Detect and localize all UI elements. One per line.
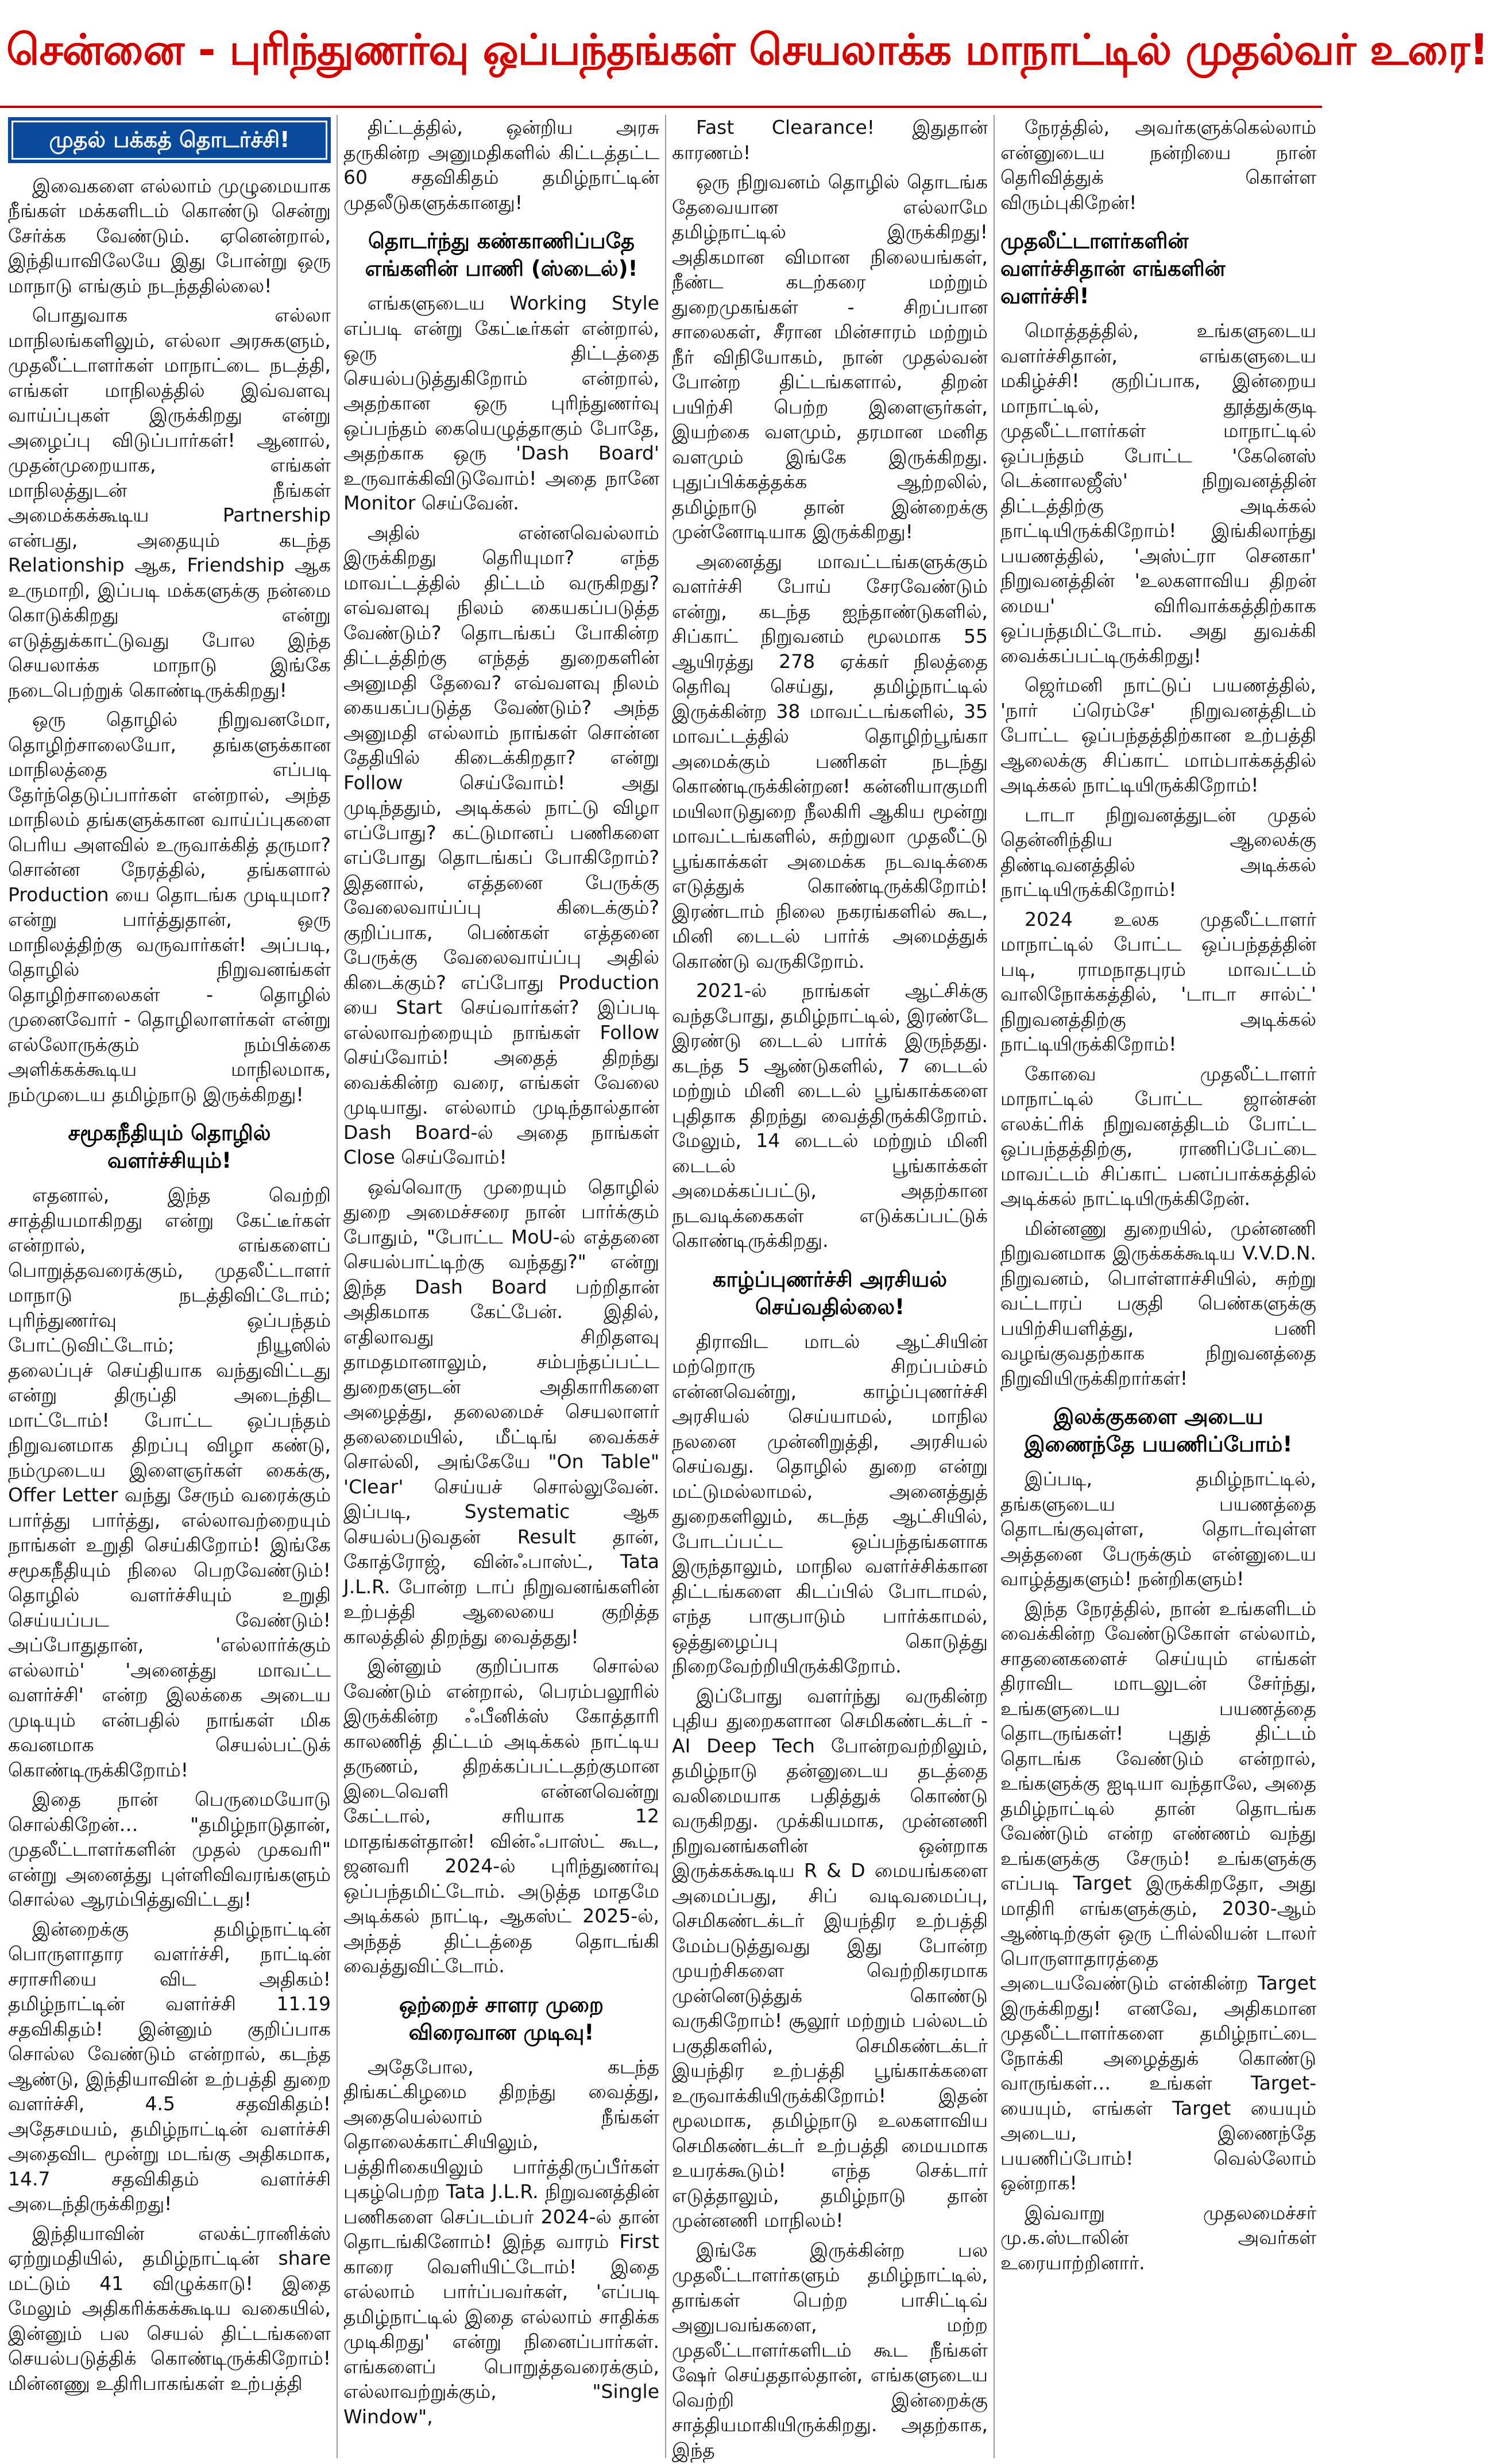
article-column-1 (8, 115, 331, 2458)
closing-line: இவ்வாறு முதலமைச்சர் மு.க.ஸ்டாலின் அவர்கள் உரையாற்றினார். (1000, 2201, 1316, 2274)
paragraph: அதேபோல, கடந்த திங்கட்கிழமை திறந்து வைத்து, அதையெல்லாம் நீங்கள் தொலைக்காட்சியிலும், பத்திரிகையிலும் பார்த்திருப்பீர்கள் புகழ்பெற்ற Tata J.L.R. நிறுவனத்தின் பணிகளை செப்டம்பர் 2024-ல் தான் தொடங்கினோம்! இந்த வாரம் First காரை வெளியிட்டோம்! இதை எல்லாம் பார்ப்பவர்கள், 'எப்படி தமிழ்நாட்டில் இதை எல்லாம் சாதிக்க முடிகிறது' என்று நினைப்பார்கள். எங்களைப் பொறுத்தவரைக்கும், எல்லாவற்றுக்கும், "Single Window", (343, 2055, 659, 2428)
headline: சென்னை - புரிந்துணர்வு ஒப்பந்தங்கள் செயலாக்க மாநாட்டில் முதல்வர் உரை! (6, 25, 1488, 75)
headline-banner (0, 0, 1488, 108)
section-heading: தொடர்ந்து கண்காணிப்பதே எங்களின் பாணி (ஸ்டைல்)! (365, 229, 638, 281)
paragraph: திராவிட மாடல் ஆட்சியின் மற்றொரு சிறப்பம்சம் என்னவென்று, காழ்ப்புணர்ச்சி அரசியல் செய்யாமல், மாநில நலனை முன்னிறுத்தி, அரசியல் செய்வது. தொழில் துறை என்று மட்டுமல்லாமல், அனைத்துத் துறைகளிலும், கடந்த ஆட்சியில், போடப்பட்ட ஒப்பந்தங்களாக இருந்தாலும், மாநில வளர்ச்சிக்கான திட்டங்களை கிடப்பில் போடாமல், எந்த பாகுபாடும் பார்க்காமல், ஒத்துழைப்பு கொடுத்து நிறைவேற்றியிருக்கிறோம். (672, 1330, 988, 1677)
section-heading: இலக்குகளை அடைய இணைந்தே பயணிப்போம்! (1024, 1404, 1293, 1457)
paragraph: இன்றைக்கு தமிழ்நாட்டின் பொருளாதார வளர்ச்சி, நாட்டின் சராசரியை விட அதிகம்! தமிழ்நாட்டின் வளர்ச்சி 11.19 சதவிகிதம்! இன்னும் குறிப்பாக சொல்ல வேண்டும் என்றால், கடந்த ஆண்டு, இந்தியாவின் உற்பத்தி துறை வளர்ச்சி, 4.5 சதவிகிதம்! அதேசமயம், தமிழ்நாட்டின் வளர்ச்சி அதைவிட மூன்று மடங்கு அதிகமாக, 14.7 சதவிகிதம் வளர்ச்சி அடைந்திருக்கிறது! (8, 1917, 331, 2215)
paragraph: இப்படி, தமிழ்நாட்டில், தங்களுடைய பயணத்தை தொடங்குவுள்ள, தொடர்வுள்ள அத்தனை பேருக்கும் என்னுடைய வாழ்த்துகளும்! நன்றிகளும்! (1000, 1467, 1316, 1590)
paragraph: திட்டத்தில், ஒன்றிய அரசு தருகின்ற அனுமதிகளில் கிட்டத்தட்ட 60 சதவிகிதம் தமிழ்நாட்டின் முதலீடுகளுக்கானது! (343, 116, 659, 214)
paragraph: ஜெர்மனி நாட்டுப் பயணத்தில், 'நார் ப்ரெம்சே' நிறுவனத்திடம் போட்ட ஒப்பந்தத்திற்கான உற்பத்தி ஆலைக்கு சிப்காட் மாம்பாக்கத்தில் அடிக்கல் நாட்டியிருக்கிறோம்! (1000, 674, 1316, 796)
paragraph: எதனால், இந்த வெற்றி சாத்தியமாகிறது என்று கேட்டீர்கள் என்றால், எங்களைப் பொறுத்தவரைக்கும், முதலீட்டாளர் மாநாடு நடத்திவிட்டோம்; புரிந்துணர்வு ஒப்பந்தம் போட்டுவிட்டோம்; நியூஸில் தலைப்புச் செய்தியாக வந்துவிட்டது என்று திருப்தி அடைந்திட மாட்டோம்! போட்ட ஒப்பந்தம் நிறுவனமாக திறப்பு விழா கண்டு, நம்முடைய இளைஞர்கள் கைக்கு, Offer Letter வந்து சேரும் வரைக்கும் பார்த்து பார்த்து, எல்லாவற்றையும் நாங்கள் உறுதி செய்கிறோம்! இங்கே சமூகநீதியும் நிலை பெறவேண்டும்! தொழில் வளர்ச்சியும் உறுதி செய்யப்பட வேண்டும்! அப்போதுதான், 'எல்லார்க்கும் எல்லாம்' 'அனைத்து மாவட்ட வளர்ச்சி' என்ற இலக்கை அடைய முடியும் என்பதில் நாங்கள் மிக கவனமாக செயல்பட்டுக் கொண்டிருக்கிறோம்! (8, 1184, 331, 1781)
paragraph: 2024 உலக முதலீட்டாளர் மாநாட்டில் போட்ட ஒப்பந்தத்தின் படி, ராமநாதபுரம் மாவட்டம் வாலிநோக்கத்தில், 'டாடா சால்ட்' நிறுவனத்திற்கு அடிக்கல் நாட்டியிருக்கிறோம்! (1000, 907, 1316, 1055)
article-column-3 (665, 115, 988, 2461)
paragraph: நேரத்தில், அவர்களுக்கெல்லாம் என்னுடைய நன்றியை நான் தெரிவித்துக் கொள்ள விரும்புகிறேன்! (1000, 116, 1316, 214)
paragraph: டாடா நிறுவனத்துடன் முதல் தென்னிந்திய ஆலைக்கு திண்டிவனத்தில் அடிக்கல் நாட்டியிருக்கிறோம்! (1000, 803, 1316, 901)
paragraph: இதை நான் பெருமையோடு சொல்கிறேன்… "தமிழ்நாடுதான், முதலீட்டாளர்களின் முதல் முகவரி" என்று அனைத்து புள்ளிவிவரங்களும் சொல்ல ஆரம்பித்துவிட்டது! (8, 1788, 331, 1910)
paragraph: 2021-ல் நாங்கள் ஆட்சிக்கு வந்தபோது, தமிழ்நாட்டில், இரண்டே இரண்டு டைடல் பார்க் இருந்தது. கடந்த 5 ஆண்டுகளில், 7 டைடல் மற்றும் மினி டைடல் பூங்காக்களை புதிதாக திறந்து வைத்திருக்கிறோம். மேலும், 14 டைடல் மற்றும் மினி டைடல் பூங்காக்கள் அமைக்கப்பட்டு, அதற்கான நடவடிக்கைகள் எடுக்கப்பட்டுக் கொண்டிருக்கிறது. (672, 979, 988, 1252)
paragraph: இவைகளை எல்லாம் முழுமையாக நீங்கள் மக்களிடம் கொண்டு சென்று சேர்க்க வேண்டும். ஏனென்றால், இந்தியாவிலேயே இது போன்று ஒரு மாநாடு எங்கும் நடந்ததில்லை! (8, 174, 331, 297)
paragraph: Fast Clearance! இதுதான் காரணம்! (672, 116, 988, 164)
article-column-2 (337, 115, 659, 2458)
paragraph: இங்கே இருக்கின்ற பல முதலீட்டாளர்களும் தமிழ்நாட்டில், தாங்கள் பெற்ற பாசிட்டிவ் அனுபவங்களை, மற்ற முதலீட்டாளர்களிடம் கூட நீங்கள் ஷேர் செய்ததால்தான், எங்களுடைய வெற்றி இன்றைக்கு சாத்தியமாகியிருக்கிறது. அதற்காக, இந்த (672, 2238, 988, 2461)
paragraph: இந்த நேரத்தில், நான் உங்களிடம் வைக்கின்ற வேண்டுகோள் எல்லாம், சாதனைகளைச் செய்யும் எங்கள் திராவிட மாடலுடன் சேர்ந்து, உங்களுடைய பயணத்தை தொடருங்கள்! புதுத் திட்டம் தொடங்க வேண்டும் என்றால், உங்களுக்கு ஐடியா வந்தாலே, அதை தமிழ்நாட்டில் தான் தொடங்க வேண்டும் என்ற எண்ணம் வந்து உங்களுக்கு சேரும்! உங்களுக்கு எப்படி Target இருக்கிறதோ, அது மாதிரி எங்களுக்கும், 2030-ஆம் ஆண்டிற்குள் ஒரு ட்ரில்லியன் டாலர் பொருளாதாரத்தை அடையவேண்டும் என்கின்ற Target இருக்கிறது! எனவே, அதிகமான முதலீட்டாளர்களை தமிழ்நாட்டை நோக்கி அழைத்துக் கொண்டு வாருங்கள்… உங்கள் Target-யையும், எங்கள் Target யையும் அடைய, இணைந்தே பயணிப்போம்! வெல்லோம் ஒன்றாக! (1000, 1597, 1316, 2194)
section-heading: சமூகநீதியும் தொழில் வளர்ச்சியும்! (68, 1121, 271, 1173)
article-columns (8, 115, 1316, 2461)
section-heading: ஒற்றைச் சாளர முறை விரைவான முடிவு! (399, 1992, 604, 2045)
paragraph: இப்போது வளர்ந்து வருகின்ற புதிய துறைகளான செமிகண்டக்டர் - AI Deep Tech போன்றவற்றிலும், தமிழ்நாடு தன்னுடைய தடத்தை வலிமையாக பதித்துக் கொண்டு வருகிறது. முக்கியமாக, முன்னணி நிறுவனங்களின் ஒன்றாக இருக்கக்கூடிய R & D மையங்களை அமைப்பது, சிப் வடிவமைப்பு, செமிகண்டக்டர் இயந்திர உற்பத்தி மேம்படுத்துவது இது போன்ற முயற்சிகளை வெற்றிகரமாக முன்னெடுத்துக் கொண்டு வருகிறோம்! சூலூர் மற்றும் பல்லடம் பகுதிகளில், செமிகண்டக்டர் இயந்திர உற்பத்தி பூங்காக்களை உருவாக்கியிருக்கிறோம்! இதன் மூலமாக, தமிழ்நாடு உலகளாவிய செமிகண்டக்டர் உற்பத்தி மையமாக உயரக்கூடும்! எந்த செக்டார் எடுத்தாலும், தமிழ்நாடு தான் முன்னணி மாநிலம்! (672, 1684, 988, 2231)
paragraph: பொதுவாக எல்லா மாநிலங்களிலும், எல்லா அரசுகளும், முதலீட்டாளர்கள் மாநாட்டை நடத்தி, எங்கள் மாநிலத்தில் இவ்வளவு வாய்ப்புகள் இருக்கிறது என்று அழைப்பு விடுப்பார்கள்! ஆனால், முதன்முறையாக, எங்கள் மாநிலத்துடன் நீங்கள் அமைக்கக்கூடிய Partnership என்பது, அதையும் கடந்த Relationship ஆக, Friendship ஆக உருமாறி, இப்படி மக்களுக்கு நன்மை கொடுக்கிறது என்று எடுத்துக்காட்டுவது போல இந்த செயலாக்க மாநாடு இங்கே நடைபெற்றுக் கொண்டிருக்கிறது! (8, 304, 331, 701)
paragraph: மொத்தத்தில், உங்களுடைய வளர்ச்சிதான், எங்களுடைய மகிழ்ச்சி! குறிப்பாக, இன்றைய மாநாட்டில், தூத்துக்குடி முதலீட்டாளர்கள் மாநாட்டில் ஒப்பந்தம் போட்ட 'கேனெஸ் டெக்னாலஜீஸ்' நிறுவனத்தின் திட்டத்திற்கு அடிக்கல் நாட்டியிருக்கிறோம்! இங்கிலாந்து பயணத்தில், 'அஸ்ட்ரா செனகா' நிறுவனத்தின் 'உலகளாவிய திறன் மைய' விரிவாக்கத்திற்காக ஒப்பந்தமிட்டோம். அது துவக்கி வைக்கப்பட்டிருக்கிறது! (1000, 319, 1316, 667)
paragraph: கோவை முதலீட்டாளர் மாநாட்டில் போட்ட ஜான்சன் எலக்ட்ரிக் நிறுவனத்திடம் போட்ட ஒப்பந்தத்திற்கு, ராணிப்பேட்டை மாவட்டம் சிப்காட் பனப்பாக்கத்தில் அடிக்கல் நாட்டியிருக்கிறேன். (1000, 1062, 1316, 1210)
section-heading: முதலீட்டாளர்களின் வளர்ச்சிதான் எங்களின் வளர்ச்சி! (1000, 229, 1226, 308)
paragraph: அனைத்து மாவட்டங்களுக்கும் வளர்ச்சி போய் சேரவேண்டும் என்று, கடந்த ஐந்தாண்டுகளில், சிப்காட் நிறுவனம் மூலமாக 55 ஆயிரத்து 278 ஏக்கர் நிலத்தை தெரிவு செய்து, தமிழ்நாட்டில் இருக்கின்ற 38 மாவட்டங்களில், 35 மாவட்டத்தில் தொழிற்பூங்கா அமைக்கும் பணிகள் நடந்து கொண்டிருக்கின்றன! கன்னியாகுமரி மயிலாடுதுறை நீலகிரி ஆகிய மூன்று மாவட்டங்களில், சுற்றுலா முதலீட்டு பூங்காக்கள் அமைக்க நடவடிக்கை எடுத்துக் கொண்டிருக்கிறோம்! இரண்டாம் நிலை நகரங்களில் கூட, மினி டைடல் பார்க் அமைத்துக் கொண்டு வருகிறோம். (672, 550, 988, 972)
paragraph: மின்னணு துறையில், முன்னணி நிறுவனமாக இருக்கக்கூடிய V.V.D.N. நிறுவனம், பொள்ளாச்சியில், சுற்று வட்டாரப் பகுதி பெண்களுக்கு பயிற்சியளித்து, பணி வழங்குவதற்காக நிறுவனத்தை நிறுவியிருக்கிறார்கள்! (1000, 1216, 1316, 1389)
paragraph: அதில் என்னவெல்லாம் இருக்கிறது தெரியுமா? எந்த மாவட்டத்தில் திட்டம் வருகிறது? எவ்வளவு நிலம் கையகப்படுத்த வேண்டும்? தொடங்கப் போகின்ற திட்டத்திற்கு எந்தத் துறைகளின் அனுமதி தேவை? எவ்வளவு நிலம் கையகப்படுத்த வேண்டும்? அந்த அனுமதி எல்லாம் நாங்கள் சொன்ன தேதியில் கிடைக்கிறதா? என்று Follow செய்வோம்! அது முடிந்ததும், அடிக்கல் நாட்டு விழா எப்போது? கட்டுமானப் பணிகளை எப்போது தொடங்கப் போகிறோம்? இதனால், எத்தனை பேருக்கு வேலைவாய்ப்பு கிடைக்கும்? குறிப்பாக, பெண்கள் எத்தனை பேருக்கு வேலைவாய்ப்பு அதில் கிடைக்கும்? எப்போது Production யை Start செய்வார்கள்? இப்படி எல்லாவற்றையும் நாங்கள் Follow செய்வோம்! அதைத் திறந்து வைக்கின்ற வரை, எங்கள் வேலை முடியாது. எல்லாம் முடிந்தால்தான் Dash Board-ல் அதை நாங்கள் Close செய்வோம்! (343, 521, 659, 1168)
paragraph: ஒவ்வொரு முறையும் தொழில் துறை அமைச்சரை நான் பார்க்கும் போதும், "போட்ட MoU-ல் எத்தனை செயல்பாட்டிற்கு வந்தது?" என்று இந்த Dash Board பற்றிதான் அதிகமாக கேட்பேன். இதில், எதிலாவது சிறிதளவு தாமதமானாலும், சம்பந்தப்பட்ட துறைகளுடன் அதிகாரிகளை அழைத்து, தலைமைச் செயலாளர் தலைமையில், மீட்டிங் வைக்கச் சொல்லி, அங்கேயே "On Table" 'Clear' செய்யச் சொல்லுவேன். இப்படி, Systematic ஆக செயல்படுவதன் Result தான், கோத்ரோஜ், வின்ஃபாஸ்ட், Tata J.L.R. போன்ற டாப் நிறுவனங்களின் உற்பத்தி ஆலையை குறித்த காலத்தில் திறந்து வைத்தது! (343, 1175, 659, 1648)
article-column-4 (994, 115, 1316, 2458)
paragraph: எங்களுடைய Working Style எப்படி என்று கேட்டீர்கள் என்றால், ஒரு திட்டத்தை செயல்படுத்துகிறோம் என்றால், அதற்கான ஒரு புரிந்துணர்வு ஒப்பந்தம் கையெழுத்தாகும் போதே, அதற்காக ஒரு 'Dash Board' உருவாக்கிவிடுவோம்! அதை நானே Monitor செய்வேன். (343, 292, 659, 514)
continuation-label: முதல் பக்கத் தொடர்ச்சி! (8, 117, 331, 163)
section-heading: காழ்ப்புணர்ச்சி அரசியல் செய்வதில்லை! (712, 1266, 948, 1319)
paragraph: இந்தியாவின் எலக்ட்ரானிக்ஸ் ஏற்றுமதியில், தமிழ்நாட்டின் share மட்டும் 41 விழுக்காடு! இதை மேலும் அதிகரிக்கக்கூடிய வகையில், இன்னும் பல செயல் திட்டங்களை செயல்படுத்திக் கொண்டிருக்கிறோம்! மின்னணு உதிரிபாகங்கள் உற்பத்தி (8, 2222, 331, 2395)
paragraph: இன்னும் குறிப்பாக சொல்ல வேண்டும் என்றால், பெரம்பலூரில் இருக்கின்ற ஃபீனிக்ஸ் கோத்தாரி காலணித் திட்டம் அடிக்கல் நாட்டிய தருணம், திறக்கப்பட்டதற்குமான இடைவெளி என்னவென்று கேட்டால், சரியாக 12 மாதங்கள்தான்! வின்ஃபாஸ்ட் கூட, ஜனவரி 2024-ல் புரிந்துணர்வு ஒப்பந்தமிட்டோம். அடுத்த மாதமே அடிக்கல் நாட்டி, ஆகஸ்ட் 2025-ல், அந்தத் திட்டத்தை தொடங்கி வைத்துவிட்டோம். (343, 1655, 659, 1977)
paragraph: ஒரு நிறுவனம் தொழில் தொடங்க தேவையான எல்லாமே தமிழ்நாட்டில் இருக்கிறது! அதிகமான விமான நிலையங்கள், நீண்ட கடற்கரை மற்றும் துறைமுகங்கள் - சிறப்பான சாலைகள், சீரான மின்சாரம் மற்றும் நீர் விநியோகம், நான் முதல்வன் போன்ற திட்டங்களால், திறன் பயிற்சி பெற்ற இளைஞர்கள், இயற்கை வளமும், தரமான மனித வளமும் இங்கே இருக்கிறது. புதுப்பிக்கத்தக்க ஆற்றலில், தமிழ்நாடு தான் இன்றைக்கு முன்னோடியாக இருக்கிறது! (672, 171, 988, 543)
paragraph: ஒரு தொழில் நிறுவனமோ, தொழிற்சாலையோ, தங்களுக்கான மாநிலத்தை எப்படி தேர்ந்தெடுப்பார்கள் என்றால், அந்த மாநிலம் தங்களுக்கான வாய்ப்புகளை பெரிய அளவில் உருவாக்கித் தருமா? சொன்ன நேரத்தில், தங்களால் Production யை தொடங்க முடியுமா? என்று பார்த்துதான், ஒரு மாநிலத்திற்கு வருவார்கள்! அப்படி, தொழில் நிறுவனங்கள் தொழிற்சாலைகள் - தொழில் முனைவோர் - தொழிலாளர்கள் என்று எல்லோருக்கும் நம்பிக்கை அளிக்கக்கூடிய மாநிலமாக, நம்முடைய தமிழ்நாடு இருக்கிறது! (8, 708, 331, 1106)
